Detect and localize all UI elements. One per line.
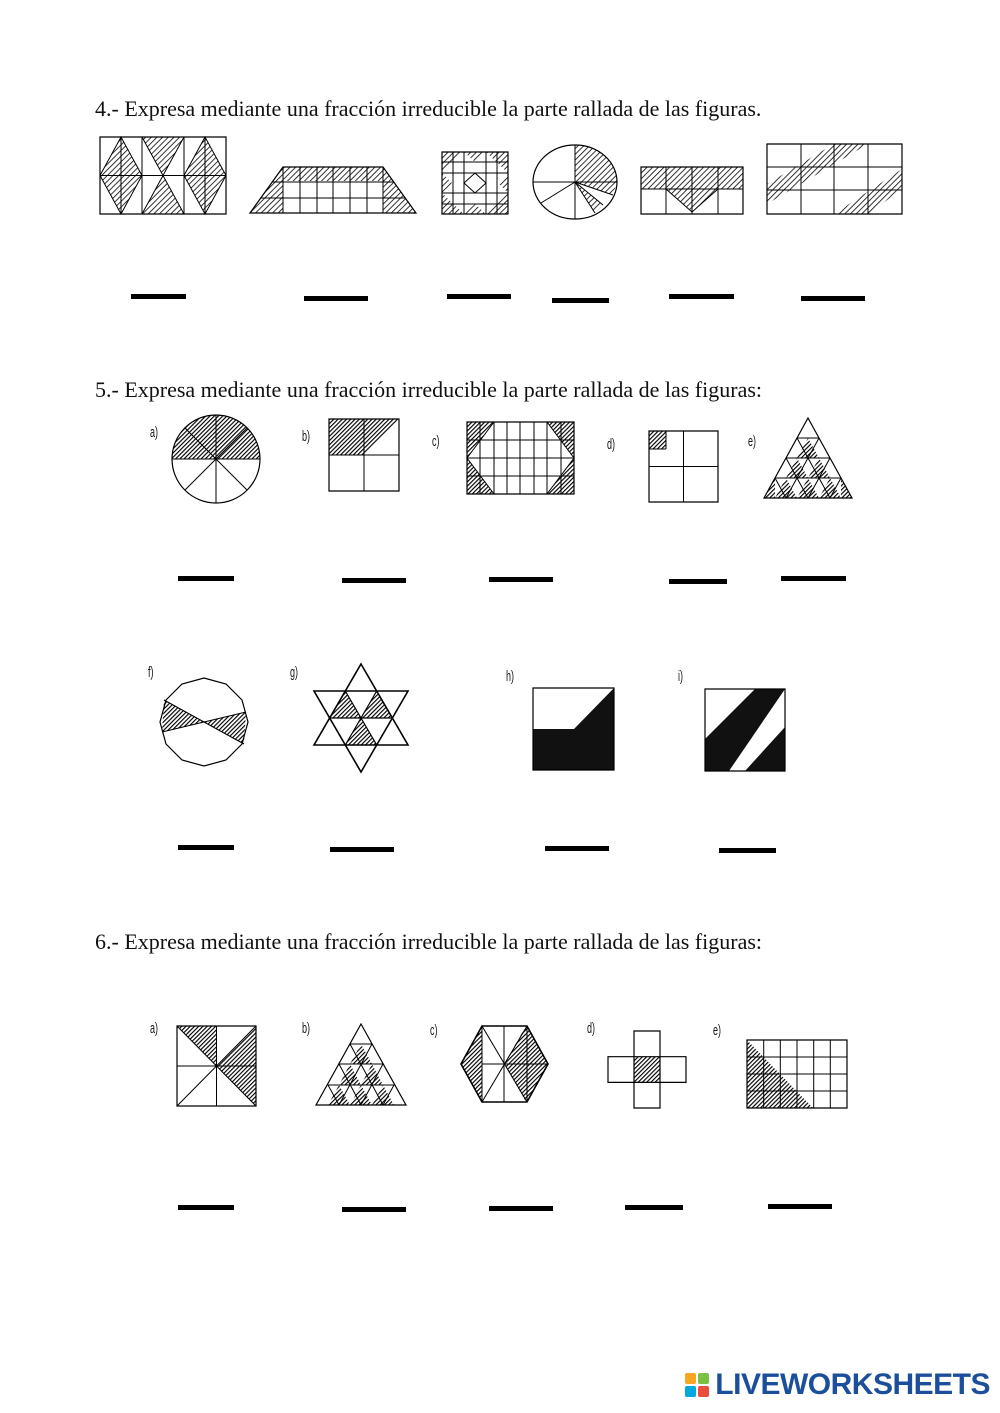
q4-figure-2 bbox=[250, 167, 416, 213]
q6-label-a: a) bbox=[150, 1020, 159, 1037]
q5-answer-blank-d[interactable] bbox=[669, 579, 727, 584]
q6-figure-d bbox=[608, 1031, 686, 1108]
liveworksheets-logo-icon bbox=[685, 1373, 709, 1397]
q5-label-f: f) bbox=[148, 664, 154, 681]
q5-answer-blank-e[interactable] bbox=[781, 576, 846, 581]
q4-figure-6 bbox=[767, 144, 902, 214]
q5-label-e: e) bbox=[748, 433, 757, 450]
question-5-title: 5.- Expresa mediante una fracción irreducible la parte rallada de las figuras: bbox=[95, 377, 763, 402]
q4-figure-4 bbox=[533, 145, 617, 219]
q4-answer-blank-2[interactable] bbox=[304, 296, 368, 301]
q5-label-b: b) bbox=[302, 428, 311, 445]
q6-label-d: d) bbox=[587, 1020, 596, 1037]
q5-answer-blank-i[interactable] bbox=[719, 848, 776, 853]
q6-figure-a bbox=[177, 1026, 256, 1106]
q4-answer-blank-6[interactable] bbox=[801, 296, 865, 301]
q6-figure-e bbox=[747, 1040, 847, 1108]
q4-answer-blank-1[interactable] bbox=[131, 294, 186, 299]
liveworksheets-wordmark: LIVEWORKSHEETS bbox=[715, 1368, 990, 1401]
q5-label-i: i) bbox=[678, 668, 683, 685]
q5-figure-c bbox=[467, 422, 574, 494]
q5-answer-blank-f[interactable] bbox=[178, 845, 234, 850]
logo-square-3 bbox=[685, 1386, 696, 1397]
q4-figure-5 bbox=[641, 167, 743, 214]
q5-answer-blank-h[interactable] bbox=[545, 846, 609, 851]
q5-answer-blank-a[interactable] bbox=[178, 576, 234, 581]
q6-answer-blank-d[interactable] bbox=[625, 1205, 683, 1210]
logo-square-1 bbox=[685, 1373, 696, 1384]
q4-answer-blank-4[interactable] bbox=[552, 298, 609, 303]
q6-label-b: b) bbox=[302, 1020, 311, 1037]
q5-answer-blank-b[interactable] bbox=[342, 578, 406, 583]
q5-figure-a bbox=[172, 415, 260, 503]
q6-answer-blank-e[interactable] bbox=[768, 1204, 832, 1209]
q6-label-e: e) bbox=[713, 1022, 722, 1039]
q5-figure-b bbox=[329, 419, 399, 491]
q6-label-c: c) bbox=[430, 1022, 438, 1039]
q5-figure-d bbox=[649, 431, 718, 502]
logo-square-2 bbox=[698, 1373, 709, 1384]
q5-figure-g bbox=[314, 664, 408, 772]
q5-figure-i bbox=[705, 689, 785, 771]
q4-answer-blank-3[interactable] bbox=[447, 294, 511, 299]
q6-figure-c bbox=[461, 1026, 548, 1102]
q5-figure-h bbox=[533, 688, 614, 770]
q6-answer-blank-c[interactable] bbox=[489, 1206, 553, 1211]
q5-label-a: a) bbox=[150, 424, 159, 441]
q6-figure-b bbox=[316, 1024, 406, 1105]
question-6-title: 6.- Expresa mediante una fracción irreducible la parte rallada de las figuras: bbox=[95, 929, 763, 954]
question-4-title: 4.- Expresa mediante una fracción irreducible la parte rallada de las figuras. bbox=[95, 96, 762, 121]
q6-answer-blank-b[interactable] bbox=[342, 1207, 406, 1212]
liveworksheets-brand bbox=[685, 1367, 990, 1403]
q5-figure-f bbox=[160, 678, 248, 766]
q5-answer-blank-g[interactable] bbox=[330, 847, 394, 852]
q4-figure-1 bbox=[100, 137, 226, 214]
logo-square-4 bbox=[698, 1386, 709, 1397]
q5-label-d: d) bbox=[607, 436, 616, 453]
q5-figure-e bbox=[764, 418, 852, 498]
q5-label-g: g) bbox=[290, 664, 299, 681]
q5-label-h: h) bbox=[506, 668, 515, 685]
q4-figure-3 bbox=[442, 152, 508, 214]
q6-answer-blank-a[interactable] bbox=[178, 1205, 234, 1210]
q5-label-c: c) bbox=[432, 433, 440, 450]
q5-answer-blank-c[interactable] bbox=[489, 577, 553, 582]
q4-answer-blank-5[interactable] bbox=[669, 294, 734, 299]
